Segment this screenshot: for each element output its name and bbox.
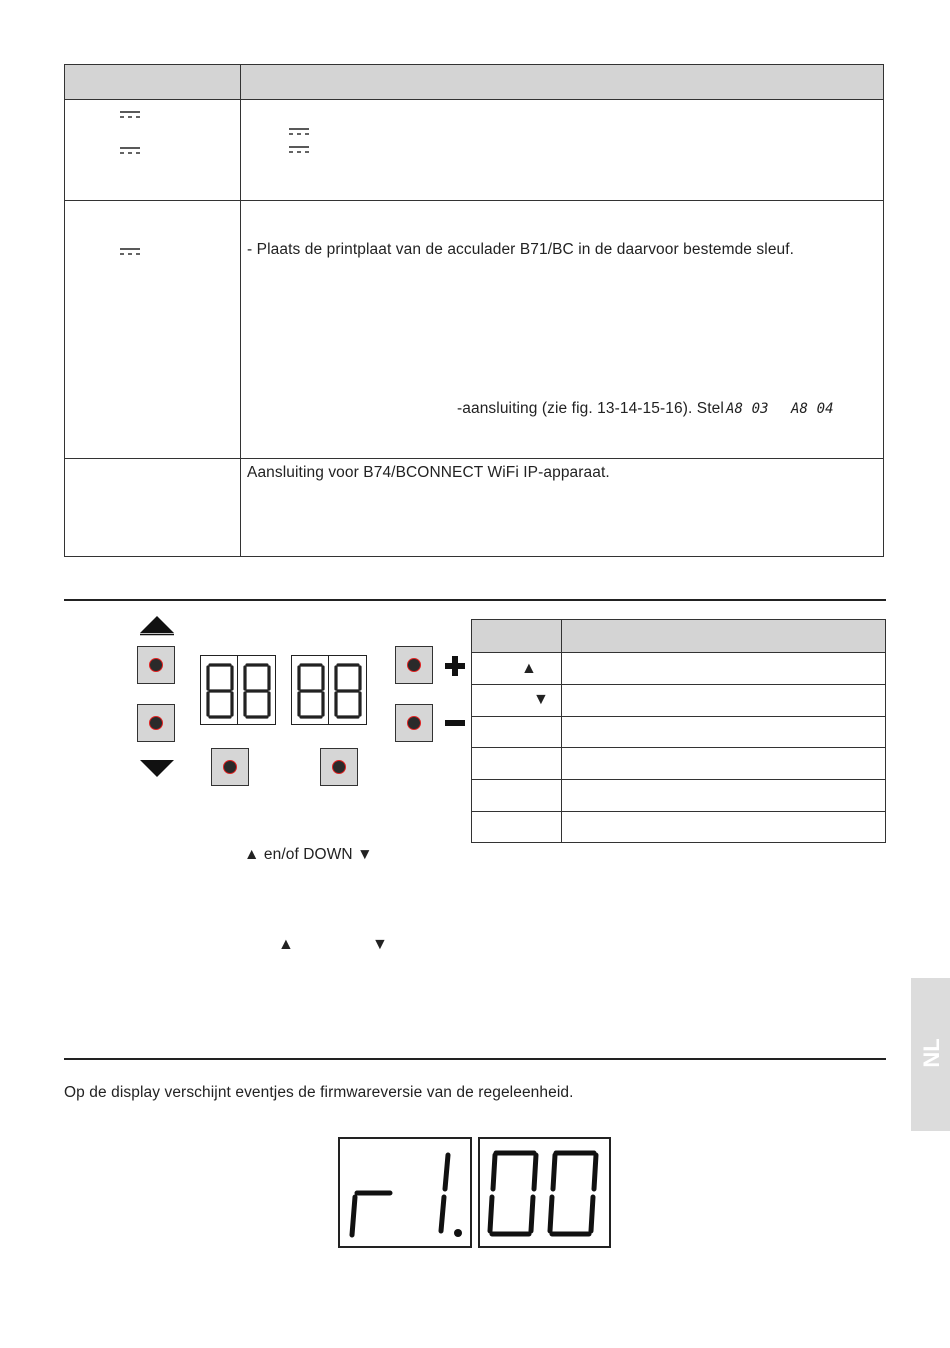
seven-segment-digit (205, 662, 235, 720)
down-arrow-glyph: ▼ (372, 936, 388, 953)
language-tab (911, 978, 950, 1131)
dc-current-icon (120, 248, 140, 256)
escape-button[interactable] (320, 748, 358, 786)
display-right (291, 655, 367, 725)
table-divider (561, 620, 562, 842)
setting-code-1: A8 03 (726, 401, 769, 417)
up-arrow-glyph: ▲ (244, 846, 260, 863)
seven-segment-digit (242, 662, 272, 720)
down-button[interactable] (137, 704, 175, 742)
table-row-divider (472, 716, 885, 717)
down-arrow-glyph: ▼ (357, 846, 373, 863)
minus-button[interactable] (395, 704, 433, 742)
enter-button[interactable] (211, 748, 249, 786)
battery-charger-instruction: - Plaats de printplaat van de acculader B71/BC in de daarvoor bestemde sleuf. (247, 241, 795, 258)
display-left (200, 655, 276, 725)
seven-segment-digit (333, 662, 363, 720)
bconnect-description: Aansluiting voor B74/BCONNECT WiFi IP-apparaat. (247, 464, 610, 481)
firmware-description: Op de display verschijnt eventjes de firmwareversie van de regeleenheid. (64, 1084, 574, 1101)
plus-button[interactable] (395, 646, 433, 684)
up-arrow-glyph: ▲ (278, 936, 294, 953)
section-divider (64, 599, 886, 601)
caption-text: en/of DOWN (263, 846, 353, 863)
dc-current-icon (289, 146, 309, 154)
table-row-divider (65, 200, 883, 201)
table-divider (240, 65, 241, 556)
up-arrow-icon (138, 614, 176, 636)
table-row-divider (472, 684, 885, 685)
down-arrow-icon (138, 758, 176, 778)
firmware-digits-r1 (348, 1147, 466, 1242)
dc-current-icon (289, 128, 309, 136)
section-divider (64, 1058, 886, 1060)
firmware-digits-00 (486, 1147, 606, 1242)
keypad-caption (244, 846, 373, 864)
terminal-table (64, 64, 884, 557)
setting-code-2: A8 04 (791, 401, 834, 417)
dc-current-icon (120, 111, 140, 119)
connection-reference: -aansluiting (zie fig. 13-14-15-16). Stel (457, 400, 724, 417)
seven-segment-digit (296, 662, 326, 720)
firmware-display-right (478, 1137, 611, 1248)
table-row-divider (472, 811, 885, 812)
language-tab-label: NL (919, 1038, 944, 1068)
firmware-display-left (338, 1137, 472, 1248)
key-function-table (471, 619, 886, 843)
up-arrow-glyph: ▲ (521, 660, 537, 677)
down-arrow-glyph: ▼ (533, 691, 549, 708)
plus-icon (444, 655, 466, 677)
up-button[interactable] (137, 646, 175, 684)
table-row-divider (472, 747, 885, 748)
terminal-table-header (65, 65, 883, 100)
key-function-table-header (472, 620, 885, 653)
table-row-divider (472, 779, 885, 780)
table-row-divider (65, 458, 883, 459)
dc-current-icon (120, 147, 140, 155)
minus-icon (444, 719, 466, 727)
